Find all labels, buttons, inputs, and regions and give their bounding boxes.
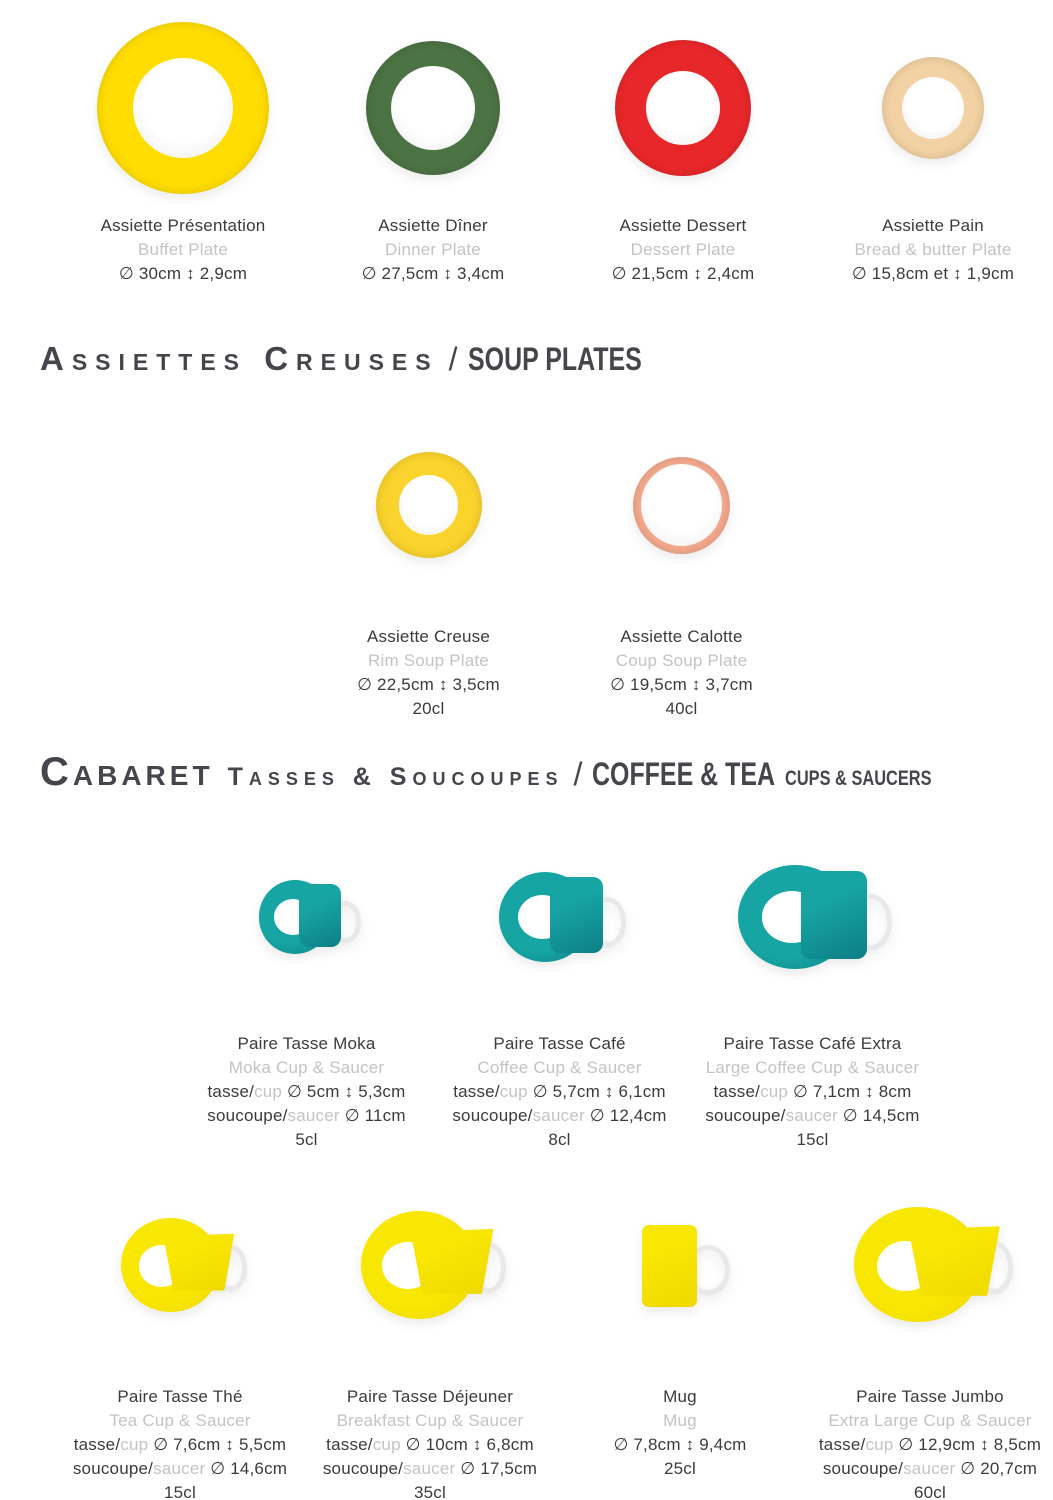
product-card-mug <box>555 1187 805 1500</box>
product-name-fr: Paire Tasse Thé <box>117 1387 243 1406</box>
product-name-fr: Paire Tasse Moka <box>237 1034 376 1053</box>
heading-french: Assiettes Creuses <box>40 340 439 377</box>
product-card-jumbo <box>805 1187 1053 1500</box>
dimension-text: saucer <box>287 1106 340 1125</box>
product-name-en: Dinner Plate <box>385 240 481 259</box>
product-capacity: 15cl <box>796 1130 829 1149</box>
cup-body-shape <box>801 871 867 959</box>
dimension-text: ∅ 5cm ↕ 5,3cm <box>282 1082 406 1101</box>
product-card-diner <box>308 8 558 286</box>
dimension-text: saucer <box>903 1459 956 1478</box>
product-card-dejeuner <box>305 1187 555 1500</box>
product-dimensions <box>323 1457 537 1481</box>
heading-separator-slash: / <box>448 341 458 377</box>
product-card-presentation <box>58 8 308 286</box>
mug-image <box>555 1187 805 1347</box>
dimension-text: ∅ 7,1cm ↕ 8cm <box>788 1082 912 1101</box>
plate-well <box>902 77 964 139</box>
product-name-en: Coffee Cup & Saucer <box>477 1058 642 1077</box>
dimension-text: soucoupe/ <box>72 1459 154 1478</box>
cup-saucer-image <box>805 1187 1053 1347</box>
dimension-text: saucer <box>153 1459 206 1478</box>
product-name-en: Buffet Plate <box>138 240 228 259</box>
product-name-en: Moka Cup & Saucer <box>228 1058 385 1077</box>
cup-body-shape <box>163 1234 234 1291</box>
product-card-pain <box>808 8 1053 286</box>
dimension-text: soucoupe/ <box>705 1106 786 1125</box>
plate-shape <box>882 57 984 159</box>
product-name-fr: Assiette Dessert <box>619 216 747 235</box>
dimension-text: soucoupe/ <box>822 1459 904 1478</box>
dimension-text: cup <box>499 1082 528 1101</box>
product-dimensions <box>852 262 1014 286</box>
cup-body-shape <box>642 1225 698 1308</box>
product-capacity: 8cl <box>548 1130 571 1149</box>
product-capacity: 15cl <box>164 1483 196 1500</box>
dimension-text: tasse/ <box>713 1082 761 1101</box>
plate-well <box>391 66 475 150</box>
plate-well <box>641 464 722 545</box>
dimension-text: ∅ 12,4cm <box>584 1106 667 1125</box>
product-dimensions <box>208 1080 406 1104</box>
dimension-text: tasse/ <box>207 1082 255 1101</box>
product-dimensions <box>452 1104 666 1128</box>
cup-body-shape <box>411 1229 494 1294</box>
cup-saucer-image <box>180 832 433 1002</box>
product-card-calotte <box>555 405 808 721</box>
product-dimensions <box>819 1433 1041 1457</box>
plate-shape <box>376 452 482 558</box>
product-card-the <box>55 1187 305 1500</box>
product-dimensions <box>119 262 247 286</box>
product-dimensions <box>610 673 753 697</box>
product-dimensions <box>326 1433 534 1457</box>
dimension-text: ∅ 20,7cm <box>955 1459 1038 1478</box>
product-dimensions <box>357 673 500 697</box>
cup-body-shape <box>299 884 341 946</box>
product-name-fr: Paire Tasse Café Extra <box>723 1034 902 1053</box>
soup-plates-row <box>302 405 808 721</box>
dimension-text: cup <box>372 1435 401 1454</box>
product-name-en: Breakfast Cup & Saucer <box>336 1411 524 1430</box>
dimension-text: ∅ 15,8cm et ↕ 1,9cm <box>851 264 1015 283</box>
product-capacity: 35cl <box>414 1483 446 1500</box>
product-name-en: Extra Large Cup & Saucer <box>828 1411 1032 1430</box>
dimension-text: ∅ 12,9cm ↕ 8,5cm <box>893 1435 1042 1454</box>
dimension-text: ∅ 22,5cm ↕ 3,5cm <box>357 675 500 694</box>
cup-body-shape <box>909 1226 1000 1296</box>
product-dimensions <box>613 1433 746 1457</box>
dimension-text: tasse/ <box>326 1435 373 1454</box>
product-capacity: 25cl <box>664 1459 696 1478</box>
product-dimensions <box>453 1080 666 1104</box>
cup-and-saucer-shape <box>121 1218 239 1316</box>
dimension-text: ∅ 27,5cm ↕ 3,4cm <box>361 264 505 283</box>
product-capacity: 60cl <box>914 1483 946 1500</box>
dimension-text: ∅ 14,5cm <box>837 1106 920 1125</box>
dimension-text: cup <box>254 1082 283 1101</box>
dimension-text: tasse/ <box>453 1082 500 1101</box>
plate-image <box>555 405 808 605</box>
tea-cups-row <box>55 1187 1053 1500</box>
product-dimensions <box>823 1457 1037 1481</box>
dimension-text: ∅ 19,5cm ↕ 3,7cm <box>610 675 753 694</box>
cup-saucer-image <box>433 832 686 1002</box>
dimension-text: cup <box>865 1435 894 1454</box>
product-dimensions <box>705 1104 919 1128</box>
product-card-cafe-extra <box>686 832 939 1152</box>
dimension-text: ∅ 30cm ↕ 2,9cm <box>118 264 248 283</box>
dimension-text: ∅ 11cm <box>339 1106 406 1125</box>
dimension-text: cup <box>760 1082 789 1101</box>
plate-shape <box>633 457 730 554</box>
cup-and-saucer-shape <box>361 1211 499 1323</box>
product-dimensions <box>207 1104 405 1128</box>
dimension-text: soucoupe/ <box>322 1459 404 1478</box>
product-name-fr: Assiette Creuse <box>367 627 490 646</box>
product-name-en: Tea Cup & Saucer <box>109 1411 251 1430</box>
flat-plates-row <box>58 8 1053 286</box>
cup-saucer-image <box>55 1187 305 1347</box>
dimension-text: soucoupe/ <box>207 1106 288 1125</box>
plate-shape <box>97 22 269 194</box>
product-name-fr: Paire Tasse Déjeuner <box>346 1387 514 1406</box>
product-name-en: Mug <box>663 1411 697 1430</box>
coffee-cups-row <box>180 832 939 1152</box>
dimension-text: ∅ 7,6cm ↕ 5,5cm <box>148 1435 287 1454</box>
plate-image <box>558 8 808 208</box>
dimension-text: ∅ 7,8cm ↕ 9,4cm <box>613 1435 747 1454</box>
plate-image <box>808 8 1053 208</box>
cup-saucer-image <box>686 832 939 1002</box>
plate-well <box>133 58 233 158</box>
product-name-fr: Assiette Dîner <box>378 216 488 235</box>
cup-saucer-image <box>305 1187 555 1347</box>
dimension-text: ∅ 17,5cm <box>455 1459 538 1478</box>
dimension-text: tasse/ <box>73 1435 121 1454</box>
heading-separator-slash: / <box>573 756 583 792</box>
dimension-text: ∅ 10cm ↕ 6,8cm <box>400 1435 534 1454</box>
dimension-text: ∅ 5,7cm ↕ 6,1cm <box>527 1082 666 1101</box>
product-capacity: 5cl <box>295 1130 318 1149</box>
product-name-en: Dessert Plate <box>630 240 736 259</box>
dimension-text: saucer <box>785 1106 838 1125</box>
cup-and-saucer-shape <box>499 867 621 967</box>
dimension-text: saucer <box>532 1106 585 1125</box>
cup-and-saucer-shape <box>259 876 355 958</box>
heading-brand: Cabaret <box>40 750 214 794</box>
product-name-en: Bread & butter Plate <box>854 240 1012 259</box>
product-name-fr: Assiette Pain <box>882 216 984 235</box>
dimension-text: soucoupe/ <box>452 1106 533 1125</box>
product-name-fr: Mug <box>663 1387 697 1406</box>
product-dimensions <box>73 1457 287 1481</box>
plate-shape <box>366 41 500 175</box>
plate-image <box>58 8 308 208</box>
dimension-text: saucer <box>403 1459 456 1478</box>
plate-shape <box>615 40 751 176</box>
plate-well <box>399 475 458 534</box>
product-card-dessert <box>558 8 808 286</box>
heading-french: Tasses & Soucoupes <box>227 763 564 791</box>
section-heading-cups-saucers <box>40 750 973 795</box>
product-capacity: 40cl <box>665 699 698 718</box>
product-name-fr: Paire Tasse Jumbo <box>856 1387 1004 1406</box>
dimension-text: ∅ 21,5cm ↕ 2,4cm <box>611 264 755 283</box>
plate-image <box>308 8 558 208</box>
cup-and-saucer-shape <box>854 1207 1006 1327</box>
plate-well <box>646 71 719 144</box>
product-name-fr: Assiette Présentation <box>100 216 266 235</box>
product-dimensions <box>714 1080 912 1104</box>
cup-and-saucer-shape <box>738 859 888 975</box>
product-card-creuse <box>302 405 555 721</box>
product-card-moka <box>180 832 433 1152</box>
product-name-fr: Paire Tasse Café <box>493 1034 626 1053</box>
cup-body-shape <box>550 877 604 953</box>
product-name-en: Coup Soup Plate <box>615 651 748 670</box>
heading-english-sub: CUPS & SAUCERS <box>785 767 932 790</box>
product-card-cafe <box>433 832 686 1152</box>
product-dimensions <box>362 262 505 286</box>
dimension-text: cup <box>120 1435 149 1454</box>
dimension-text: tasse/ <box>818 1435 866 1454</box>
product-dimensions <box>612 262 755 286</box>
section-heading-soup-plates <box>40 340 690 378</box>
mug-shape <box>632 1221 728 1313</box>
product-name-en: Rim Soup Plate <box>368 651 489 670</box>
product-capacity: 20cl <box>412 699 445 718</box>
dimension-text: ∅ 14,6cm <box>205 1459 288 1478</box>
heading-english: COFFEE & TEA <box>592 756 776 792</box>
plate-image <box>302 405 555 605</box>
product-name-en: Large Coffee Cup & Saucer <box>705 1058 920 1077</box>
heading-english: SOUP PLATES <box>467 341 642 377</box>
product-dimensions <box>74 1433 287 1457</box>
product-name-fr: Assiette Calotte <box>620 627 743 646</box>
